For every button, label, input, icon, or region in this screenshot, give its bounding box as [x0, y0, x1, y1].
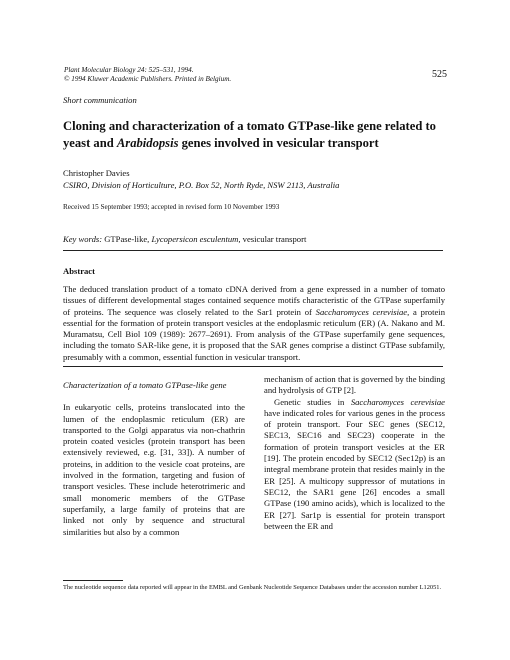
section-type: Short communication: [63, 95, 137, 105]
abstract-text: [63, 284, 445, 363]
abstract-part-2: , a protein essential for the formation of protein transport vesicles at the endoplasmic reticulum (ER) (A. Nakano and M. Muramatsu, Cell Biol 109 (1989): 2677–2691). From analysis of the GTPase superfamily gene sequences, including the tomato SAR-like gene, it is proposed that the SAR genes comprise a distinct GTPase subfamily, presumably with a common, essential function in vesicular transport.: [63, 306, 445, 362]
title-part-1: Cloning and characterization of a tomato GTPase-like gene related to yeast and: [63, 119, 436, 150]
right-paragraph-2: [264, 397, 445, 533]
keywords-label: Key words:: [63, 234, 103, 244]
keywords-pre: GTPase-like,: [102, 234, 152, 244]
footnote: The nucleotide sequence data reported will appear in the EMBL and Genbank Nucleotide Sequence Databases under the accession number L12051.: [63, 584, 442, 591]
author-affiliation: CSIRO, Division of Horticulture, P.O. Box 52, North Ryde, NSW 2113, Australia: [63, 180, 340, 190]
rule-top: [63, 250, 443, 251]
right-p2-pre: Genetic studies in: [274, 396, 351, 407]
right-p2-post: have indicated roles for various genes in the process of protein transport. Four SEC genes (SEC12, SEC13, SEC16 and SEC23) cooperate in the formation of protein transport vesicles at the ER [19]. The protein encoded by SEC12 (Sec12p) is an integral membrane protein that resides mainly in the ER [25]. A multicopy suppressor of mutations in SEC12, the SAR1 gene [26] encodes a small GTPase (190 amino acids), which is localized to the ER [27]. Sar1p is essential for protein transport between the ER and: [264, 407, 445, 531]
title-part-2: genes involved in vesicular transport: [178, 136, 379, 150]
right-column: [264, 374, 445, 532]
section-heading: Characterization of a tomato GTPase-like gene: [63, 380, 227, 390]
title-italic: Arabidopsis: [116, 136, 179, 150]
left-column: [63, 380, 245, 538]
author-name: Christopher Davies: [63, 168, 130, 178]
journal-citation: [64, 66, 231, 84]
journal-line-2: © 1994 Kluwer Academic Publishers. Printed in Belgium.: [64, 75, 232, 83]
keywords-italic: Lycopersicon esculentum: [151, 234, 239, 244]
received-dates: Received 15 September 1993; accepted in revised form 10 November 1993: [63, 203, 280, 211]
footnote-rule: [63, 580, 123, 581]
paper-title: [63, 118, 453, 152]
left-paragraph: In eukaryotic cells, proteins translocated into the lumen of the endoplasmic reticulum (ER) are transported to the Golgi apparatus via non-chathrin protein coated vesicles (protein transport has been extensively reviewed, e.g. [31, 33]). A number of proteins, in addition to the vesicle coat proteins, are involved in the formation, targeting and fusion of transport vesicles. These include heterotrimeric and small monomeric members of the GTPase superfamily, a large family of proteins that are linked not only by sequence and structural similarities but also by a common: [63, 402, 245, 537]
abstract-italic: Saccharomyces cerevisiae: [315, 306, 408, 317]
keywords-post: , vesicular transport: [238, 234, 307, 244]
page-number: 525: [432, 69, 447, 80]
rule-bottom: [63, 366, 443, 367]
abstract-heading: Abstract: [63, 266, 95, 276]
journal-line-1: Plant Molecular Biology 24: 525–531, 1994.: [64, 66, 194, 74]
right-p2-italic: Saccharomyces cerevisiae: [350, 396, 445, 407]
abstract-part-1: The deduced translation product of a tomato cDNA derived from a gene expressed in a number of tomato tissues of different developmental stages contained sequence motifs characteristic of the GTPase superfamily of proteins. The sequence was closely related to the Sar1 protein of: [63, 284, 445, 317]
keywords: [63, 234, 306, 244]
right-paragraph-1: mechanism of action that is governed by the binding and hydrolysis of GTP [2].: [264, 374, 445, 396]
